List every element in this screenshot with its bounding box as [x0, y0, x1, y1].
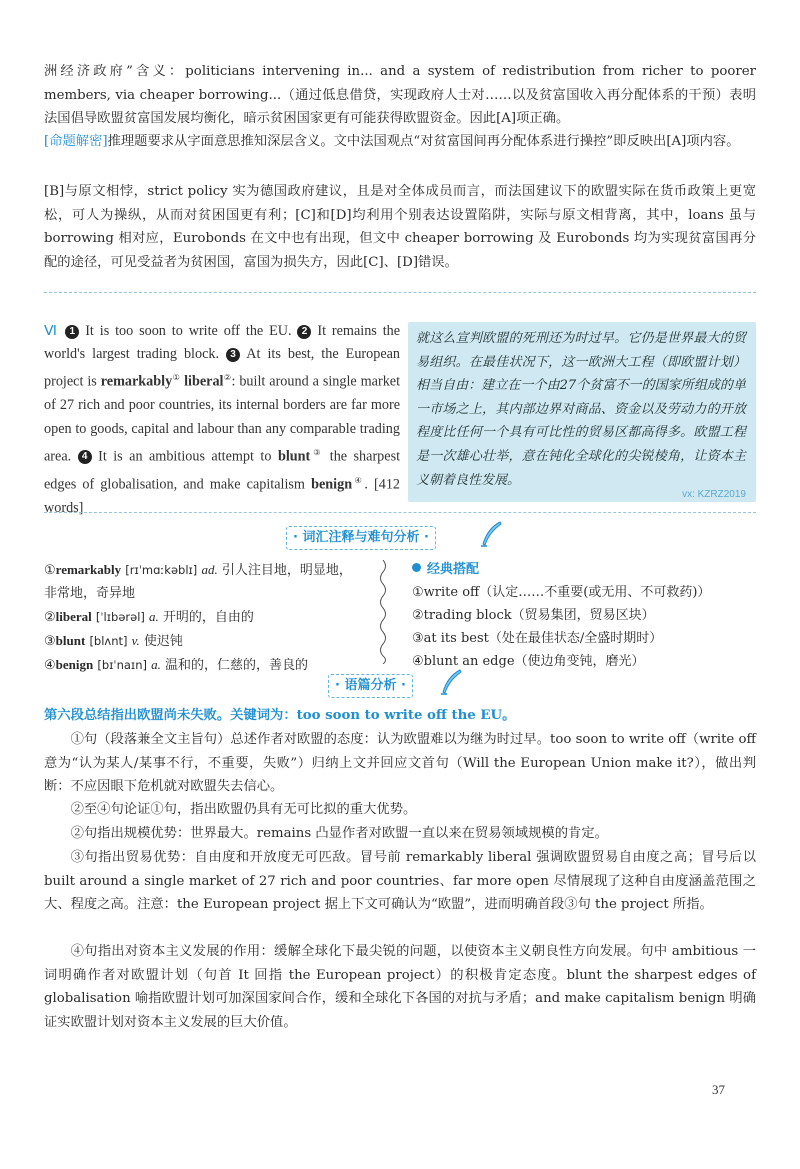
phonetic: [rɪˈmɑːkəblɪ]	[125, 563, 198, 577]
sentence-3b: : built around a single market of 27 rich and poor countries, its internal borders are far more open to goods, capital and labour than any comparable trading area.	[44, 374, 401, 465]
collocation-list	[412, 558, 756, 673]
vocab-item: ①remarkably [rɪˈmɑːkəblɪ] ad. 引人注目地，明显地，非常地，奇异地	[44, 562, 352, 601]
page-number: 37	[712, 1082, 725, 1097]
footnote-mark: ①	[172, 373, 181, 383]
sentence-4a: It is an ambitious attempt to	[98, 448, 272, 465]
vocab-section-title: · 词汇注释与难句分析 ·	[286, 526, 436, 550]
footnote-mark: ②	[223, 373, 232, 383]
analysis-title-text: 语篇分析	[344, 678, 397, 693]
collocation-item: ①write off（认定……不重要(或无用、不可救药)）	[412, 585, 711, 600]
sentence-3a: At its best, the European project is	[44, 346, 401, 391]
vocab-list	[44, 558, 364, 677]
paragraph-number: Ⅵ	[44, 323, 60, 339]
proposition-label: [命题解密]	[44, 134, 108, 149]
sentence-number: 3	[226, 348, 240, 362]
analysis-para-4: ③句指出贸易优势：自由度和开放度无可匹敌。冒号前 remarkably liberal 强调欧盟贸易自由度之高；冒号后以 built around a single market of 27 rich and poor countries、far more open 尽情展现了这种自由度涵盖范围之大、程度之高。注意：the European project 据上下文可确认为“欧盟”，进而明确首段③句 the project 所指。	[44, 850, 756, 912]
sentence-4b: the sharpest edges of globalisation, and make capitalism	[44, 448, 401, 493]
keyword-remarkably: remarkably	[100, 374, 173, 391]
definition: 温和的，仁慈的，善良的	[165, 658, 309, 673]
analysis-para-2: ②至④句论证①句，指出欧盟仍具有无可比拟的重大优势。	[70, 802, 417, 817]
quill-icon	[478, 520, 504, 548]
phonetic: [bɪˈnaɪn]	[97, 658, 147, 672]
definition: 使迟钝	[143, 634, 183, 649]
quill-icon	[438, 668, 464, 696]
footnote-mark: ③	[310, 447, 324, 457]
phonetic: [blʌnt]	[89, 634, 128, 648]
definition: 开明的，自由的	[162, 610, 254, 625]
phonetic: [ˈlɪbərəl]	[95, 610, 145, 624]
analysis-summary: 第六段总结指出欧盟尚未失败。关键词为：too soon to write off the EU。	[44, 708, 516, 723]
sentence-4c: . [412 words]	[44, 476, 401, 516]
explanation-para-3: [B]与原文相悖，strict policy 实为德国政府建议，且是对全体成员而言，而法国建议下的欧盟实际在货币政策上更宽松，可人为操纵，从而对贫困国更有利；[C]和[D]均利用个别表达设置陷阱，实际与原文相背离，其中，loans 虽与 borrowing 相对应，Eurobonds 在文中也有出现，但文中 cheaper borrowing 及 Eurobonds 均为实现贫富国再分配的途径，可见受益者为贫困国，富国为损失方，因此[C]、[D]错误。	[44, 184, 756, 270]
sentence-number: 1	[65, 325, 79, 339]
keyword-liberal: liberal	[184, 374, 224, 391]
collocation-item: ②trading block（贸易集团，贸易区块）	[412, 608, 655, 623]
sentence-number: 2	[297, 325, 311, 339]
vocab-title-text: 词汇注释与难句分析	[302, 530, 420, 545]
sentence-2: It remains the world's largest trading block.	[44, 323, 401, 363]
watermark: vx: KZRZ2019	[682, 489, 746, 500]
keyword-blunt: blunt	[277, 448, 311, 465]
keyword-benign: benign	[311, 476, 353, 493]
proposition-text: 推理题要求从字面意思推知深层含义。文中法国观点“对贫富国间再分配体系进行操控”即反映出[A]项内容。	[107, 134, 740, 149]
analysis-section-title: · 语篇分析 ·	[328, 674, 413, 698]
sentence-1: It is too soon to write off the EU.	[85, 323, 292, 339]
footnote-mark: ④	[352, 475, 365, 485]
analysis-para-1: ①句（段落兼全文主旨句）总述作者对欧盟的态度：认为欧盟难以为继为时过早。too soon to write off（write off 意为“认为某人/某事不行，不重要，失败”）归纳上文并回应文首句（Will the European Union make it?），做出判断：不应因眼下危机就对欧盟失去信心。	[44, 732, 756, 794]
translation-text: 就这么宣判欧盟的死刑还为时过早。它仍是世界最大的贸易组织。在最佳状况下，这一欧洲大工程（即欧盟计划）相当自由：建立在一个由27个贫富不一的国家所组成的单一市场之上，其内部边界对商品、资金以及劳动力的开放程度比任何一个具有可比性的贸易区都高得多。欧盟工程是一次雄心壮举，意在钝化全球化的尖锐棱角，让资本主义朝着良性发展。	[416, 331, 746, 488]
vocab-word: remarkably	[55, 562, 122, 577]
explanation-para-1: 洲经济政府”含义：politicians intervening in... and a system of redistribution from richer to poorer members, via cheaper borrowing...（通过低息借贷，实现政府人士对……以及贫富国收入再分配体系的干预）表明法国倡导欧盟贫富国发展均衡化，暗示贫困国家更有可能获得欧盟资金。因此[A]项正确。	[44, 64, 756, 126]
collocation-heading: 经典搭配	[412, 558, 756, 581]
analysis-para-3: ②句指出规模优势：世界最大。remains 凸显作者对欧盟一直以来在贸易领域规模的肯定。	[70, 826, 608, 841]
bullet-icon	[412, 563, 421, 572]
divider	[44, 512, 756, 513]
vocab-item: ④benign [bɪˈnaɪn] a. 温和的，仁慈的，善良的	[44, 657, 309, 673]
sentence-number: 4	[78, 450, 92, 464]
collocation-item: ③at its best（处在最佳状态/全盛时期时）	[412, 631, 663, 646]
collocation-item: ④blunt an edge（使边角变钝，磨光）	[412, 654, 645, 669]
divider	[44, 292, 756, 293]
proposition-note	[44, 130, 756, 154]
vocab-item: ③blunt [blʌnt] v. 使迟钝	[44, 633, 183, 649]
wavy-divider	[376, 560, 390, 664]
vocab-word: benign	[55, 657, 94, 672]
vocab-word: liberal	[55, 609, 92, 624]
analysis-para-5: ④句指出对资本主义发展的作用：缓解全球化下最尖锐的问题，以使资本主义朝良性方向发展。句中 ambitious 一词明确作者对欧盟计划（句首 It 回指 the European project）的积极肯定态度。blunt the sharpest edges of globalisation 喻指欧盟计划可加深国家间合作，缓和全球化下各国的对抗与矛盾；and make capitalism benign 明确证实欧盟计划对资本主义发展的巨大价值。	[44, 944, 756, 1030]
vocab-word: blunt	[55, 633, 86, 648]
definition: 引人注目地，明显地，非常地，奇异地	[44, 563, 352, 601]
translation-box	[408, 322, 756, 502]
vocab-item: ②liberal [ˈlɪbərəl] a. 开明的，自由的	[44, 609, 254, 625]
passage-paragraph	[44, 320, 400, 520]
